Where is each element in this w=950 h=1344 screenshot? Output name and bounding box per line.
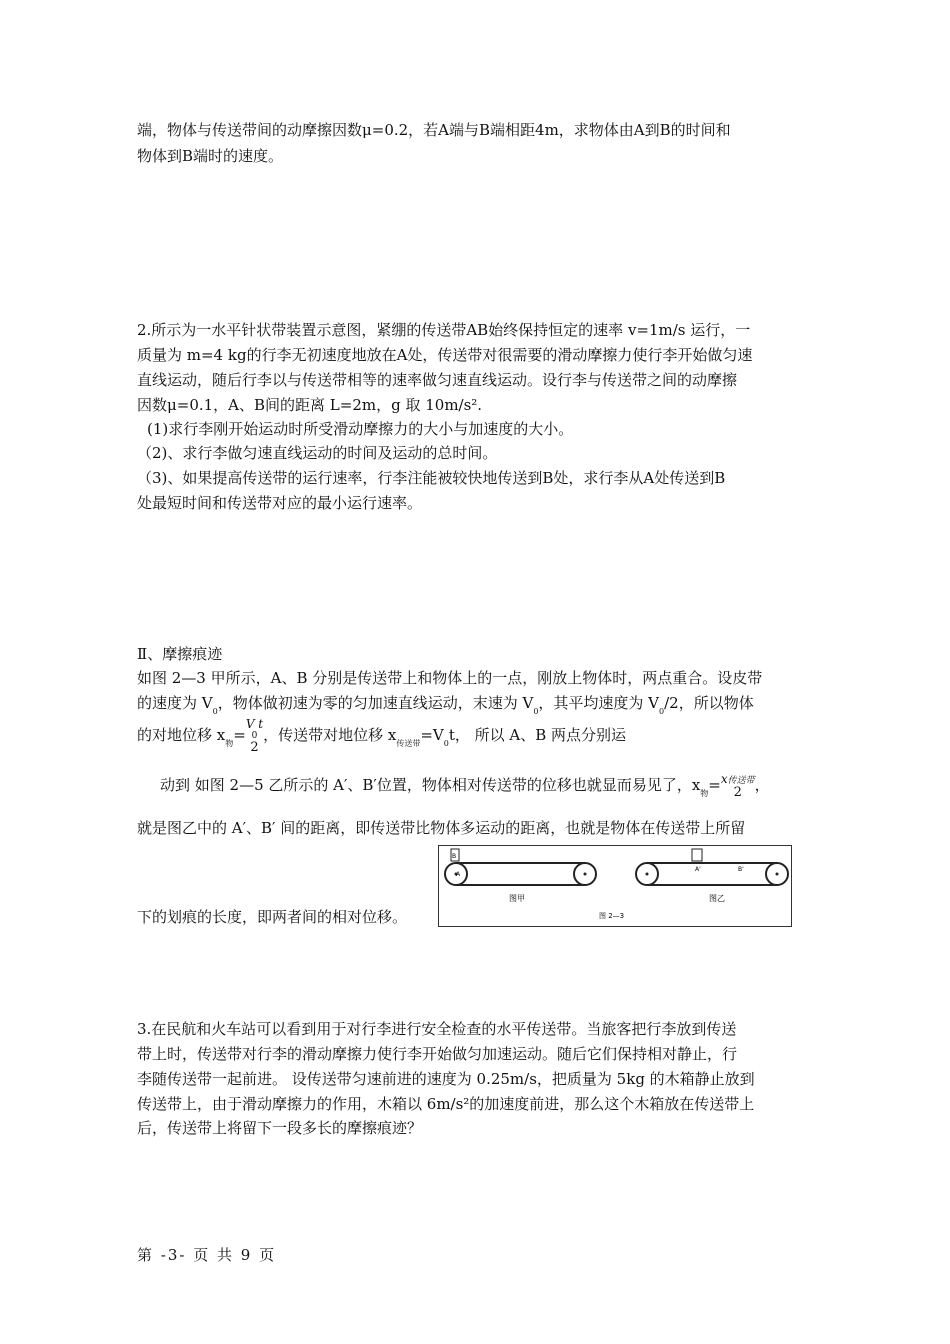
q2-subquestion-2: （2)、求行李做匀速直线运动的时间及运动的总时间。 — [137, 444, 498, 462]
q3-line-4: 传送带上，由于滑动摩擦力的作用，木箱以 6m/s²的加速度前进，那么这个木箱放在传送带上 — [137, 1095, 755, 1113]
relative-displacement-fraction: x传送带 2 — [720, 772, 755, 800]
figure-yi-label: 图乙 — [709, 894, 725, 903]
q2-subquestion-1: (1)求行李刚开始运动时所受滑动摩擦力的大小与加速度的大小。 — [147, 420, 574, 438]
section-line-1: 如图 2—3 甲所示，A、B 分别是传送带上和物体上的一点，刚放上物体时，两点重合。设皮带 — [137, 669, 763, 687]
q3-line-1: 3.在民航和火车站可以看到用于对行李进行安全检查的水平传送带。当旅客把行李放到传送 — [137, 1020, 737, 1038]
page-footer: 第 -3- 页 共 9 页 — [137, 1246, 277, 1264]
label-b-prime: B' — [738, 866, 744, 873]
label-a-prime: A' — [695, 866, 701, 873]
q2-subquestion-3a: （3)、如果提高传送带的运行速率，行李注能被较快地传送到B处，求行李从A处传送到B — [137, 469, 726, 487]
section-line-3: 的对地位移 $x_物=$ V t 0 2 ，传送带对地位移 $x_{传送带}=V_0t$， 所以 A、B 两点分别运 — [137, 717, 627, 755]
conveyor-belt-diagram — [439, 846, 791, 926]
figure-caption: 图 2—3 — [599, 912, 625, 920]
section-line-5: 就是图乙中的 A′、B′ 间的距离，即传送带比物体多运动的距离，也就是物体在传送带上所留 — [137, 819, 746, 837]
label-a: A — [456, 871, 461, 878]
section-heading: Ⅱ、摩擦痕迹 — [137, 645, 223, 663]
q2-line-1: 2.所示为一水平针状带装置示意图，紧绷的传送带AB始终保持恒定的速率 v=1m/s 运行，一 — [137, 321, 751, 339]
conveyor-belt-figure — [438, 845, 792, 927]
intro-line-1: 端，物体与传送带间的动摩擦因数μ=0.2，若A端与B端相距4m，求物体由A到B的时间和 — [137, 121, 731, 139]
q2-subquestion-3b: 处最短时间和传送带对应的最小运行速率。 — [137, 494, 423, 512]
q2-line-4: 因数μ=0.1，A、B间的距离 L=2m，g 取 10m/s². — [137, 396, 483, 414]
object-box-yi — [692, 849, 702, 861]
section-line-2: 的速度为 $V_0$，物体做初速为零的匀加速直线运动，末速为 $V_0$，其平均速度为 $V_0/2$，所以物体 — [137, 694, 754, 716]
section-line-6: 下的划痕的长度，即两者间的相对位移。 — [137, 908, 408, 926]
q2-line-3: 直线运动，随后行李以与传送带相等的速率做匀速直线运动。设行李与传送带之间的动摩擦 — [137, 371, 738, 389]
q2-line-2: 质量为 m=4 kg的行李无初速度地放在A处，传送带对很需要的滑动摩擦力使行李开始做匀速 — [137, 346, 753, 364]
intro-line-2: 物体到B端时的速度。 — [137, 147, 284, 165]
q3-line-5: 后，传送带上将留下一段多长的摩擦痕迹？ — [137, 1119, 423, 1137]
q3-line-3: 李随传送带一起前进。 设传送带匀速前进的速度为 0.25m/s，把质量为 5kg 的木箱静止放到 — [137, 1070, 755, 1088]
average-displacement-fraction: V t 0 2 — [245, 717, 264, 755]
label-b: B — [452, 853, 457, 860]
section-line-4: 动到 如图 2—5 乙所示的 A′、B′位置，物体相对传送带的位移也就显而易见了，$x_物=$ x传送带 2 ， — [160, 772, 770, 800]
figure-jia-label: 图甲 — [509, 894, 525, 903]
q3-line-2: 带上时，传送带对行李的滑动摩擦力使行李开始做匀加速运动。随后它们保持相对静止，行 — [137, 1045, 738, 1063]
